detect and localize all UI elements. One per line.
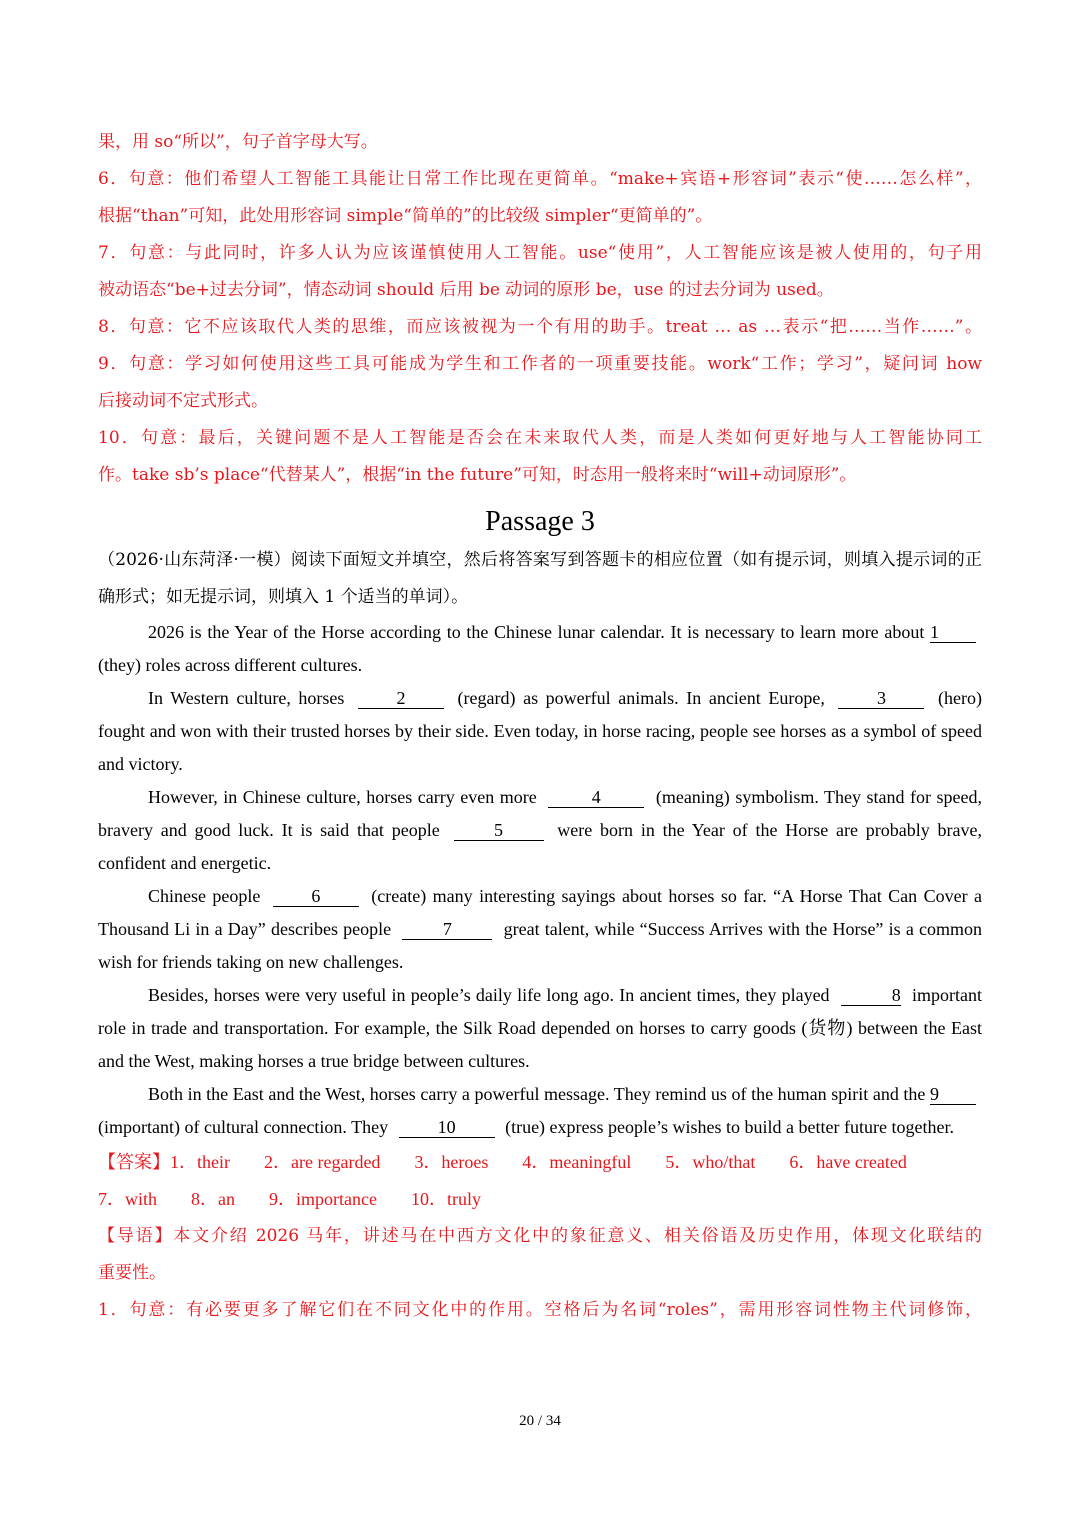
passage-paragraph: Both in the East and the West, horses carry a powerful message. They remind us of the human spirit and the 9 (important) of cultural connection. They 10 (true) express people’s wishes to build a better future together.	[98, 1078, 982, 1144]
blank-10[interactable]: 10	[399, 1117, 495, 1138]
answer-row	[98, 1144, 982, 1181]
explanation-line: 作。take sb’s place“代替某人”，根据“in the future”可知，时态用一般将来时“will+动词原形”。	[98, 465, 857, 485]
explanation-block-top	[98, 124, 982, 494]
explanation-line: 7．句意：与此同时，许多人认为应该谨慎使用人工智能。use“使用”，人工智能应该是被人使用的，句子用	[98, 243, 982, 263]
explanation-line: 后接动词不定式形式。	[98, 391, 268, 411]
blank-3[interactable]: 3	[838, 688, 924, 709]
page-number: 20 / 34	[519, 1413, 561, 1429]
answer-item: 9．importance	[269, 1189, 377, 1209]
answer-row	[98, 1181, 982, 1218]
answer-item: 2．are regarded	[264, 1152, 381, 1172]
explanation-line: 8．句意：它不应该取代人类的思维，而应该被视为一个有用的助手。treat … as …表示“把……当作……”。	[98, 317, 982, 337]
answer-item: 3．heroes	[414, 1152, 489, 1172]
passage-paragraph: 2026 is the Year of the Horse according to the Chinese lunar calendar. It is necessary to learn more about 1 (they) roles across different cultures.	[98, 616, 982, 682]
blank-5[interactable]: 5	[454, 820, 544, 841]
explanation-line: 10．句意：最后，关键问题不是人工智能是否会在未来取代人类，而是人类如何更好地与人工智能协同工	[98, 428, 982, 448]
blank-6[interactable]: 6	[273, 886, 359, 907]
answer-item: 7．with	[98, 1189, 158, 1209]
explanation-line: 6．句意：他们希望人工智能工具能让日常工作比现在更简单。“make+宾语+形容词”表示“使……怎么样”，	[98, 169, 982, 189]
answer-item: 5．who/that	[665, 1152, 756, 1172]
passage-paragraph: In Western culture, horses 2 (regard) as powerful animals. In ancient Europe, 3 (hero) fought and won with their trusted horses by their side. Even today, in horse racing, people see horses as a symbol of speed and victory.	[98, 688, 982, 774]
explanation-line: 9．句意：学习如何使用这些工具可能成为学生和工作者的一项重要技能。work“工作；学习”，疑问词 how	[98, 354, 982, 374]
blank-1[interactable]: 1	[930, 622, 976, 643]
passage-paragraph: However, in Chinese culture, horses carry even more 4 (meaning) symbolism. They stand for speed, bravery and good luck. It is said that people 5 were born in the Year of the Horse are probably brave, confident and energetic.	[98, 787, 983, 873]
guide-line: 重要性。	[98, 1263, 166, 1283]
explanation-line: 根据“than”可知，此处用形容词 simple“简单的”的比较级 simpler“更简单的”。	[98, 206, 713, 226]
explanation-line: 果，用 so“所以”，句子首字母大写。	[98, 132, 378, 152]
blank-4[interactable]: 4	[548, 787, 644, 808]
guide-label: 【导语】	[98, 1226, 174, 1246]
guide-line: 【导语】本文介绍 2026 马年，讲述马在中西方文化中的象征意义、相关俗语及历史作用，体现文化联结的	[98, 1226, 983, 1246]
passage-paragraph: Besides, horses were very useful in people’s daily life long ago. In ancient times, they played 8 important role in trade and transportation. For example, the Silk Road depended on horses to carry goods (货物) between the East and the West, making horses a true bridge between cultures.	[98, 985, 982, 1071]
passage-instructions: （2026·山东菏泽·一模）阅读下面短文并填空，然后将答案写到答题卡的相应位置（如有提示词，则填入提示词的正确形式；如无提示词，则填入 1 个适当的单词）。	[98, 550, 982, 607]
page-content	[98, 124, 982, 1329]
blank-9[interactable]: 9	[930, 1084, 976, 1105]
answer-section	[98, 1144, 982, 1329]
answer-label: 【答案】	[98, 1152, 170, 1172]
answer-item: 4．meaningful	[522, 1152, 632, 1172]
passage-body	[98, 616, 982, 1144]
blank-7[interactable]: 7	[402, 919, 492, 940]
passage-paragraph: Chinese people 6 (create) many interesting sayings about horses so far. “A Horse That Can Cover a Thousand Li in a Day” describes people 7 great talent, while “Success Arrives with the Horse” is a common wish for friends taking on new challenges.	[98, 886, 983, 972]
answer-item: 10．truly	[410, 1189, 481, 1209]
blank-8[interactable]: 8	[841, 985, 901, 1006]
answer-item: 8．an	[191, 1189, 236, 1209]
blank-2[interactable]: 2	[358, 688, 444, 709]
passage-title: Passage 3	[485, 506, 595, 537]
explanation-line: 被动语态“be+过去分词”，情态动词 should 后用 be 动词的原形 be，use 的过去分词为 used。	[98, 280, 834, 300]
explanation-line: 1．句意：有必要更多了解它们在不同文化中的作用。空格后为名词“roles”，需用形容词性物主代词修饰，	[98, 1300, 982, 1320]
answer-item: 6．have created	[789, 1152, 907, 1172]
answer-item: 1．their	[170, 1152, 230, 1172]
